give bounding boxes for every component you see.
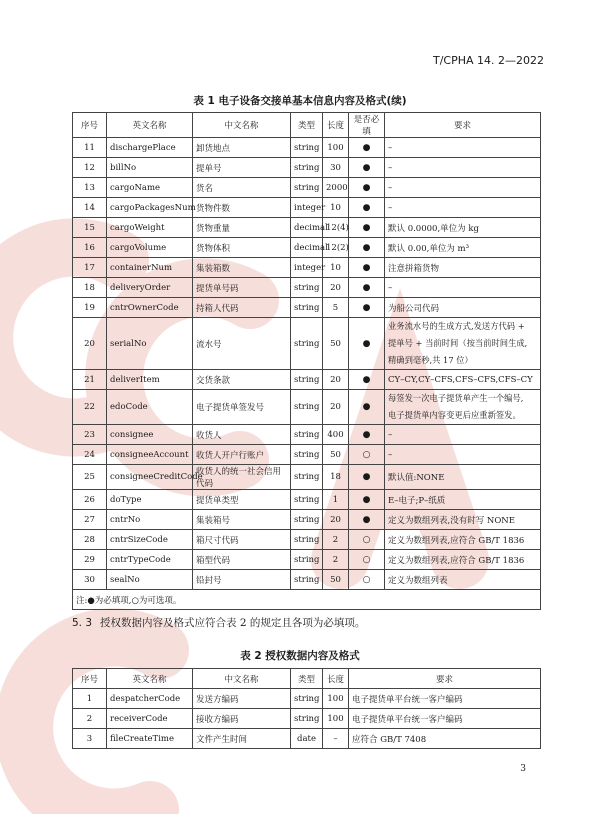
row-number: 26 <box>73 490 107 510</box>
table-row <box>73 530 541 550</box>
chinese-name: 货物重量 <box>193 218 291 238</box>
row-number: 28 <box>73 530 107 550</box>
row-number: 16 <box>73 238 107 258</box>
field-length: 18 <box>323 465 349 490</box>
data-type: string <box>291 510 323 530</box>
english-name: cntrNo <box>107 510 193 530</box>
table-row <box>73 425 541 445</box>
table2-caption: 表 2 授权数据内容及格式 <box>240 650 360 662</box>
table1-note-row <box>73 590 541 610</box>
table-row <box>73 278 541 298</box>
requirement: – <box>385 198 541 218</box>
section-text: 授权数据内容及格式应符合表 2 的规定且各项为必填项。 <box>100 617 366 629</box>
chinese-name: 交货条款 <box>193 370 291 390</box>
col-header: 长度 <box>323 113 349 138</box>
col-header: 中文名称 <box>193 669 291 689</box>
table-row <box>73 445 541 465</box>
data-type: string <box>291 158 323 178</box>
row-number: 17 <box>73 258 107 278</box>
required-mark: ● <box>349 318 385 370</box>
english-name: receiverCode <box>107 709 193 729</box>
row-number: 14 <box>73 198 107 218</box>
requirement: – <box>385 278 541 298</box>
col-header: 序号 <box>73 113 107 138</box>
chinese-name: 集装箱号 <box>193 510 291 530</box>
field-length: 10 <box>323 258 349 278</box>
requirement: 注意拼箱货物 <box>385 258 541 278</box>
table-row <box>73 318 541 370</box>
data-type: string <box>291 530 323 550</box>
field-length: 20 <box>323 278 349 298</box>
row-number: 2 <box>73 709 107 729</box>
requirement: 默认值:NONE <box>385 465 541 490</box>
requirement: E–电子;P–纸质 <box>385 490 541 510</box>
requirement: CY–CY,CY–CFS,CFS–CFS,CFS–CY <box>385 370 541 390</box>
english-name: cargoWeight <box>107 218 193 238</box>
data-type: string <box>291 465 323 490</box>
table-row <box>73 178 541 198</box>
chinese-name: 流水号 <box>193 318 291 370</box>
data-type: string <box>291 709 323 729</box>
row-number: 11 <box>73 138 107 158</box>
data-type: integer <box>291 258 323 278</box>
requirement: 为船公司代码 <box>385 298 541 318</box>
required-mark: ● <box>349 390 385 425</box>
col-header: 类型 <box>291 113 323 138</box>
col-header: 长度 <box>323 669 349 689</box>
field-length: 1 <box>323 490 349 510</box>
requirement: 默认 0.0000,单位为 kg <box>385 218 541 238</box>
field-length: 50 <box>323 445 349 465</box>
chinese-name: 货物件数 <box>193 198 291 218</box>
field-length: 5 <box>323 298 349 318</box>
field-length: – <box>323 729 349 749</box>
chinese-name: 提货单号码 <box>193 278 291 298</box>
row-number: 25 <box>73 465 107 490</box>
table-row <box>73 238 541 258</box>
field-length: 100 <box>323 689 349 709</box>
col-header: 要求 <box>385 113 541 138</box>
english-name: consigneeCreditCode <box>107 465 193 490</box>
field-length: 50 <box>323 318 349 370</box>
english-name: cargoName <box>107 178 193 198</box>
requirement: – <box>385 445 541 465</box>
required-mark: ● <box>349 490 385 510</box>
chinese-name: 提单号 <box>193 158 291 178</box>
requirement-line: 每签发一次电子提货单产生一个编号, <box>388 393 524 403</box>
row-number: 1 <box>73 689 107 709</box>
chinese-name: 收货人 <box>193 425 291 445</box>
row-number: 27 <box>73 510 107 530</box>
requirement: 应符合 GB/T 7408 <box>349 729 541 749</box>
field-length: 12(2) <box>323 238 349 258</box>
field-length: 100 <box>323 138 349 158</box>
chinese-name: 集装箱数 <box>193 258 291 278</box>
data-type: string <box>291 278 323 298</box>
field-length: 50 <box>323 570 349 590</box>
row-number: 20 <box>73 318 107 370</box>
data-type: decimal <box>291 218 323 238</box>
col-header: 要求 <box>349 669 541 689</box>
table-row <box>73 689 541 709</box>
english-name: cntrSizeCode <box>107 530 193 550</box>
english-name: doType <box>107 490 193 510</box>
english-name: deliveryOrder <box>107 278 193 298</box>
col-header: 中文名称 <box>193 113 291 138</box>
table1-header-row <box>73 113 541 138</box>
required-mark: ● <box>349 158 385 178</box>
required-mark: ○ <box>349 445 385 465</box>
english-name: deliverItem <box>107 370 193 390</box>
row-number: 21 <box>73 370 107 390</box>
requirement: – <box>385 138 541 158</box>
field-length: 30 <box>323 158 349 178</box>
english-name: cargoPackagesNum <box>107 198 193 218</box>
required-mark: ● <box>349 298 385 318</box>
table-row <box>73 465 541 490</box>
field-length: 20 <box>323 370 349 390</box>
data-type: string <box>291 390 323 425</box>
required-mark: ● <box>349 465 385 490</box>
english-name: dischargePlace <box>107 138 193 158</box>
chinese-name: 箱型代码 <box>193 550 291 570</box>
data-type: string <box>291 370 323 390</box>
row-number: 3 <box>73 729 107 749</box>
table-row <box>73 390 541 425</box>
field-length: 10 <box>323 198 349 218</box>
chinese-name: 货名 <box>193 178 291 198</box>
english-name: consigneeAccount <box>107 445 193 465</box>
data-type: date <box>291 729 323 749</box>
field-length: 400 <box>323 425 349 445</box>
table-row <box>73 370 541 390</box>
col-header: 序号 <box>73 669 107 689</box>
table-row <box>73 490 541 510</box>
english-name: cntrOwnerCode <box>107 298 193 318</box>
field-length: 12(4) <box>323 218 349 238</box>
data-type: string <box>291 689 323 709</box>
chinese-name: 铅封号 <box>193 570 291 590</box>
required-mark: ● <box>349 178 385 198</box>
chinese-name: 文件产生时间 <box>193 729 291 749</box>
required-mark: ● <box>349 510 385 530</box>
table1-note: 注:●为必填项,○为可选项。 <box>73 590 541 610</box>
requirement <box>385 390 541 425</box>
data-type: string <box>291 298 323 318</box>
table-row <box>73 510 541 530</box>
col-header: 类型 <box>291 669 323 689</box>
required-mark: ○ <box>349 570 385 590</box>
table-row <box>73 550 541 570</box>
chinese-name: 卸货地点 <box>193 138 291 158</box>
required-mark: ● <box>349 198 385 218</box>
requirement: 定义为数组列表,应符合 GB/T 1836 <box>385 550 541 570</box>
row-number: 30 <box>73 570 107 590</box>
data-type: string <box>291 178 323 198</box>
table1-caption: 表 1 电子设备交接单基本信息内容及格式(续) <box>193 95 407 107</box>
table-row <box>73 729 541 749</box>
table2 <box>72 668 541 749</box>
required-mark: ● <box>349 370 385 390</box>
required-mark: ● <box>349 238 385 258</box>
requirement-line: 电子提货单内容变更后应重新签发。 <box>388 410 521 420</box>
table-row <box>73 709 541 729</box>
col-header: 英文名称 <box>107 669 193 689</box>
english-name: billNo <box>107 158 193 178</box>
chinese-name: 收货人开户行账户 <box>193 445 291 465</box>
field-length: 2000 <box>323 178 349 198</box>
table-row <box>73 218 541 238</box>
requirement: – <box>385 158 541 178</box>
table-row <box>73 570 541 590</box>
field-length: 20 <box>323 390 349 425</box>
data-type: string <box>291 318 323 370</box>
data-type: string <box>291 570 323 590</box>
english-name: serialNo <box>107 318 193 370</box>
required-mark: ● <box>349 258 385 278</box>
requirement: 电子提货单平台统一客户编码 <box>349 709 541 729</box>
data-type: string <box>291 550 323 570</box>
required-mark: ● <box>349 425 385 445</box>
requirement: 电子提货单平台统一客户编码 <box>349 689 541 709</box>
page-number: 3 <box>520 764 526 774</box>
section-number: 5. 3 <box>72 617 93 629</box>
english-name: cargoVolume <box>107 238 193 258</box>
row-number: 23 <box>73 425 107 445</box>
required-mark: ● <box>349 138 385 158</box>
row-number: 15 <box>73 218 107 238</box>
col-header: 是否必填 <box>349 113 385 138</box>
requirement: – <box>385 425 541 445</box>
english-name: containerNum <box>107 258 193 278</box>
data-type: string <box>291 445 323 465</box>
chinese-name: 提货单类型 <box>193 490 291 510</box>
requirement <box>385 318 541 370</box>
required-mark: ○ <box>349 550 385 570</box>
data-type: string <box>291 425 323 445</box>
table-row <box>73 158 541 178</box>
row-number: 29 <box>73 550 107 570</box>
requirement: – <box>385 178 541 198</box>
table1 <box>72 112 541 610</box>
english-name: edoCode <box>107 390 193 425</box>
requirement: 定义为数组列表,没有时写 NONE <box>385 510 541 530</box>
chinese-name: 接收方编码 <box>193 709 291 729</box>
english-name: despatcherCode <box>107 689 193 709</box>
chinese-name: 发送方编码 <box>193 689 291 709</box>
chinese-name: 货物体积 <box>193 238 291 258</box>
requirement-line: 提单号 + 当前时间（按当前时间生成, <box>388 338 528 348</box>
field-length: 2 <box>323 550 349 570</box>
requirement-line: 精确到毫秒,共 17 位） <box>388 355 473 365</box>
requirement: 定义为数组列表 <box>385 570 541 590</box>
english-name: cntrTypeCode <box>107 550 193 570</box>
field-length: 100 <box>323 709 349 729</box>
data-type: string <box>291 138 323 158</box>
requirement: 默认 0.00,单位为 m³ <box>385 238 541 258</box>
row-number: 13 <box>73 178 107 198</box>
row-number: 19 <box>73 298 107 318</box>
chinese-name: 箱尺寸代码 <box>193 530 291 550</box>
data-type: string <box>291 490 323 510</box>
table-row <box>73 138 541 158</box>
data-type: integer <box>291 198 323 218</box>
table-row <box>73 258 541 278</box>
requirement-line: 业务流水号的生成方式,发送方代码 + <box>388 321 525 331</box>
required-mark: ● <box>349 218 385 238</box>
required-mark: ○ <box>349 530 385 550</box>
data-type: decimal <box>291 238 323 258</box>
english-name: consignee <box>107 425 193 445</box>
required-mark: ● <box>349 278 385 298</box>
table-row <box>73 198 541 218</box>
col-header: 英文名称 <box>107 113 193 138</box>
row-number: 12 <box>73 158 107 178</box>
chinese-name: 电子提货单签发号 <box>193 390 291 425</box>
section-paragraph <box>72 615 365 630</box>
table2-header-row <box>73 669 541 689</box>
field-length: 20 <box>323 510 349 530</box>
standard-code: T/CPHA 14. 2—2022 <box>432 54 544 67</box>
row-number: 24 <box>73 445 107 465</box>
field-length: 2 <box>323 530 349 550</box>
english-name: sealNo <box>107 570 193 590</box>
chinese-name: 持箱人代码 <box>193 298 291 318</box>
row-number: 18 <box>73 278 107 298</box>
chinese-name: 收货人的统一社会信用代码 <box>193 465 291 490</box>
english-name: fileCreateTime <box>107 729 193 749</box>
table-row <box>73 298 541 318</box>
requirement: 定义为数组列表,应符合 GB/T 1836 <box>385 530 541 550</box>
row-number: 22 <box>73 390 107 425</box>
